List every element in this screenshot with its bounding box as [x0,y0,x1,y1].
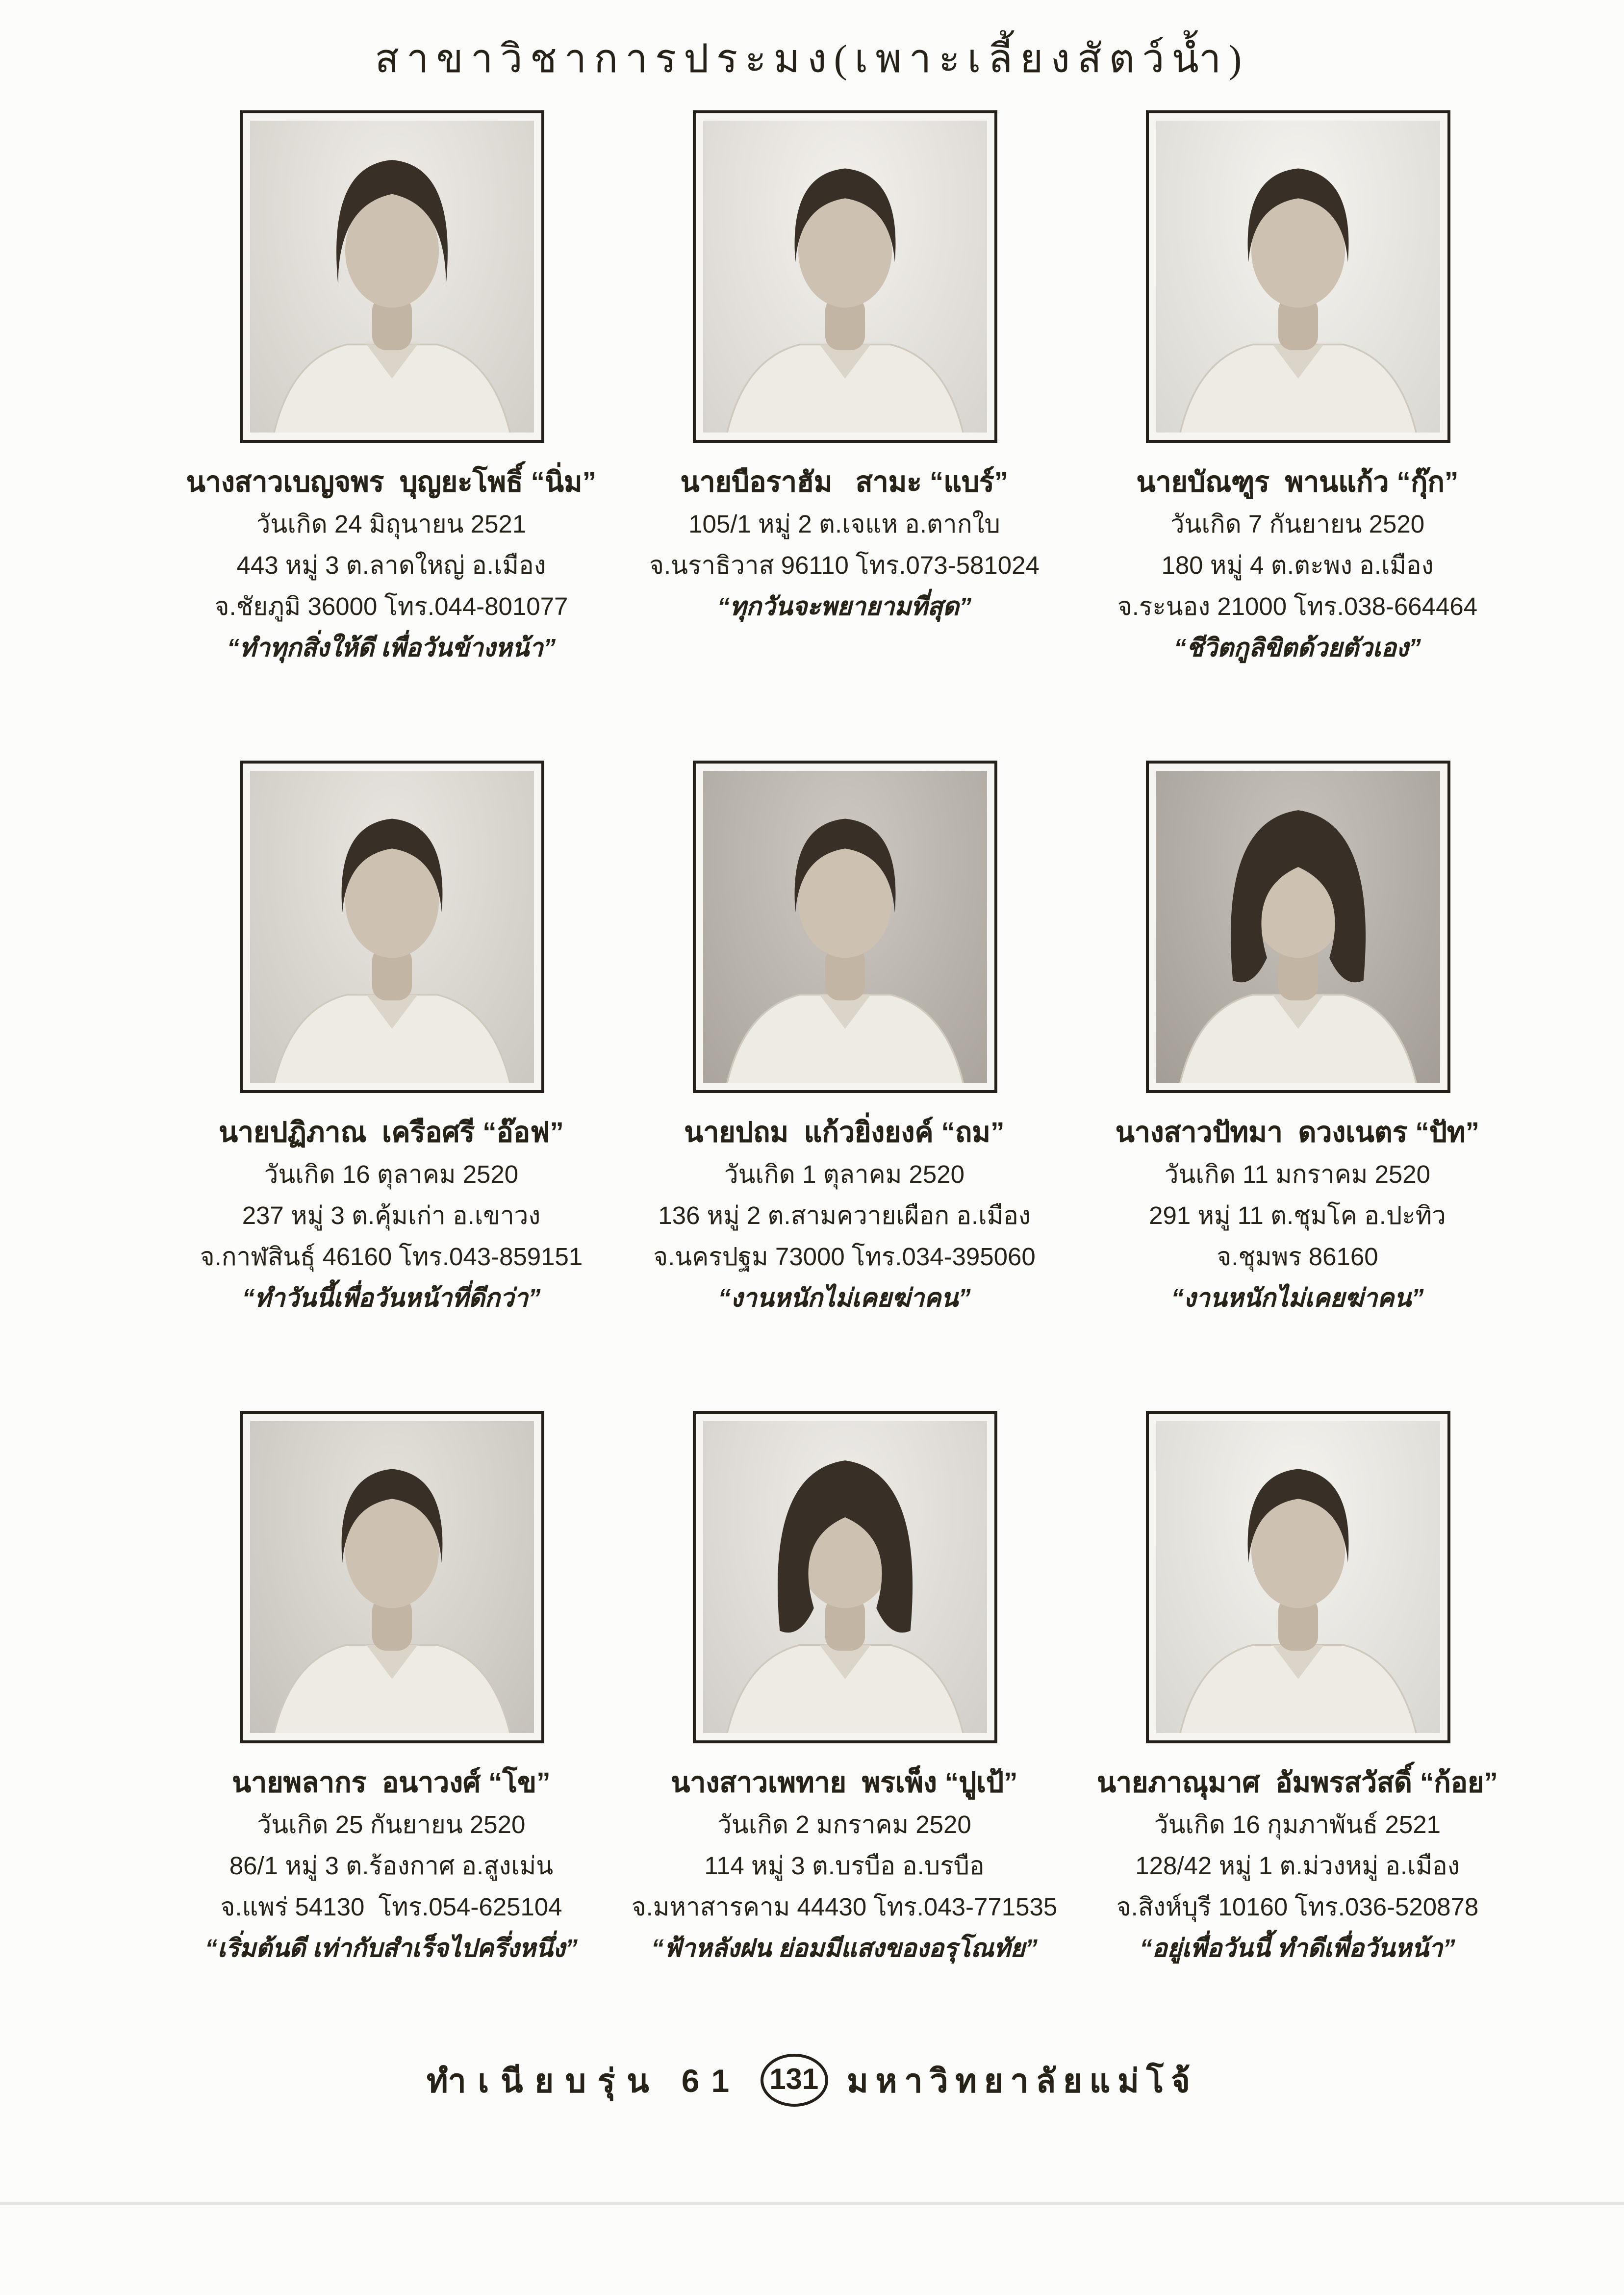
student-quote: “ทุกวันจะพยายามที่สุด” [717,593,972,621]
student-info-line: 443 หมู่ 3 ต.ลาดใหญ่ อ.เมือง [236,552,546,580]
footer-right-text: มหาวิทยาลัยแม่โจ้ [847,2062,1197,2099]
student-info-line: วันเกิด 24 มิถุนายน 2521 [256,510,527,538]
student-info-line: วันเกิด 7 กันยายน 2520 [1170,510,1425,538]
student-name: นายปฏิภาณ เครือศรี “อ๊อฟ” [219,1118,564,1149]
portrait-photo [239,1411,544,1743]
student-card [165,761,618,1320]
student-info-line: 105/1 หมู่ 2 ต.เจแห อ.ตากใบ [688,510,1000,538]
portrait-silhouette-icon [1156,1421,1440,1733]
page-number-badge: 131 [760,2054,828,2107]
student-info-line: จ.ชัยภูมิ 36000 โทร.044-801077 [214,593,568,621]
portrait-silhouette-icon [703,121,987,433]
student-card [165,110,618,669]
student-card [618,761,1071,1320]
student-quote: “ทำวันนี้เพื่อวันหน้าที่ดีกว่า” [242,1284,541,1312]
student-name: นายบือราฮัม สามะ “แบร์” [680,468,1009,499]
portrait-photo [1145,110,1450,443]
portrait-photo [239,761,544,1093]
portrait-silhouette-icon [703,1421,987,1733]
portrait-silhouette-icon [1156,121,1440,433]
student-info-line: วันเกิด 16 ตุลาคม 2520 [264,1161,519,1189]
portrait-photo [692,761,997,1093]
student-grid [165,110,1498,1970]
portrait-silhouette-icon [703,771,987,1083]
student-card [1071,110,1524,669]
student-info-line: จ.สิงห์บุรี 10160 โทร.036-520878 [1116,1893,1479,1921]
student-name: นายปถม แก้วยิ่งยงค์ “ถม” [684,1118,1005,1149]
page-title: สาขาวิชาการประมง(เพาะเลี้ยงสัตว์น้ำ) [375,37,1249,81]
student-info-line: 291 หมู่ 11 ต.ชุมโค อ.ปะทิว [1149,1202,1446,1230]
portrait-photo [692,1411,997,1743]
student-card [1071,1411,1524,1970]
scan-edge-line [0,2202,1624,2205]
student-info-line: จ.มหาสารคาม 44430 โทร.043-771535 [631,1893,1058,1921]
student-quote: “งานหนักไม่เคยฆ่าคน” [718,1284,971,1312]
portrait-photo [692,110,997,443]
footer [0,2054,1624,2107]
portrait-silhouette-icon [250,1421,533,1733]
student-card [618,110,1071,669]
student-info-line: 180 หมู่ 4 ต.ตะพง อ.เมือง [1161,552,1434,580]
portrait-photo [1145,1411,1450,1743]
student-name: นางสาวเพทาย พรเพ็ง “ปูเป้” [671,1768,1018,1799]
footer-left-text: ทำเนียบรุ่น 61 [427,2062,741,2099]
student-info-line: วันเกิด 1 ตุลาคม 2520 [724,1161,965,1189]
student-card [165,1411,618,1970]
student-quote: “อยู่เพื่อวันนี้ ทำดีเพื่อวันหน้า” [1140,1935,1455,1963]
student-info-line: 128/42 หมู่ 1 ต.ม่วงหมู่ อ.เมือง [1135,1852,1460,1880]
student-info-line: จ.กาฬสินธุ์ 46160 โทร.043-859151 [200,1243,583,1271]
student-name: นายบัณฑูร พานแก้ว “กุ๊ก” [1136,468,1459,499]
portrait-silhouette-icon [1156,771,1440,1083]
student-info-line: 237 หมู่ 3 ต.คุ้มเก่า อ.เขาวง [242,1202,541,1230]
student-name: นายภาณุมาศ อัมพรสวัสดิ์ “ก้อย” [1097,1768,1498,1799]
student-info-line: วันเกิด 11 มกราคม 2520 [1164,1161,1431,1189]
portrait-photo [1145,761,1450,1093]
student-quote: “ทำทุกสิ่งให้ดี เพื่อวันข้างหน้า” [227,634,556,662]
student-name: นายพลากร อนาวงศ์ “โข” [232,1768,551,1799]
student-info-line: จ.ระนอง 21000 โทร.038-664464 [1117,593,1478,621]
student-card [1071,761,1524,1320]
student-name: นางสาวเบญจพร บุญยะโพธิ์ “นิ่ม” [186,468,597,499]
student-quote: “งานหนักไม่เคยฆ่าคน” [1171,1284,1424,1312]
student-card [618,1411,1071,1970]
student-info-line: จ.นราธิวาส 96110 โทร.073-581024 [649,552,1040,580]
portrait-silhouette-icon [250,771,533,1083]
student-info-line: วันเกิด 2 มกราคม 2520 [717,1811,971,1839]
student-info-line: วันเกิด 25 กันยายน 2520 [257,1811,526,1839]
student-quote: “เริ่มต้นดี เท่ากับสำเร็จไปครึ่งหนึ่ง” [204,1935,578,1963]
student-info-line: วันเกิด 16 กุมภาพันธ์ 2521 [1154,1811,1441,1839]
portrait-photo [239,110,544,443]
student-quote: “ฟ้าหลังฝน ย่อมมีแสงของอรุโณทัย” [651,1935,1038,1963]
student-info-line: จ.แพร่ 54130 โทร.054-625104 [220,1893,562,1921]
portrait-silhouette-icon [250,121,533,433]
student-info-line: 86/1 หมู่ 3 ต.ร้องกาศ อ.สูงเม่น [229,1852,554,1880]
student-info-line: จ.นครปฐม 73000 โทร.034-395060 [653,1243,1036,1271]
student-name: นางสาวปัทมา ดวงเนตร “ปัท” [1115,1118,1480,1149]
student-info-line: 114 หมู่ 3 ต.บรบือ อ.บรบือ [704,1852,985,1880]
student-quote: “ชีวิตกูลิขิตด้วยตัวเอง” [1174,634,1421,662]
student-info-line: จ.ชุมพร 86160 [1217,1243,1378,1271]
student-info-line: 136 หมู่ 2 ต.สามควายเผือก อ.เมือง [658,1202,1031,1230]
